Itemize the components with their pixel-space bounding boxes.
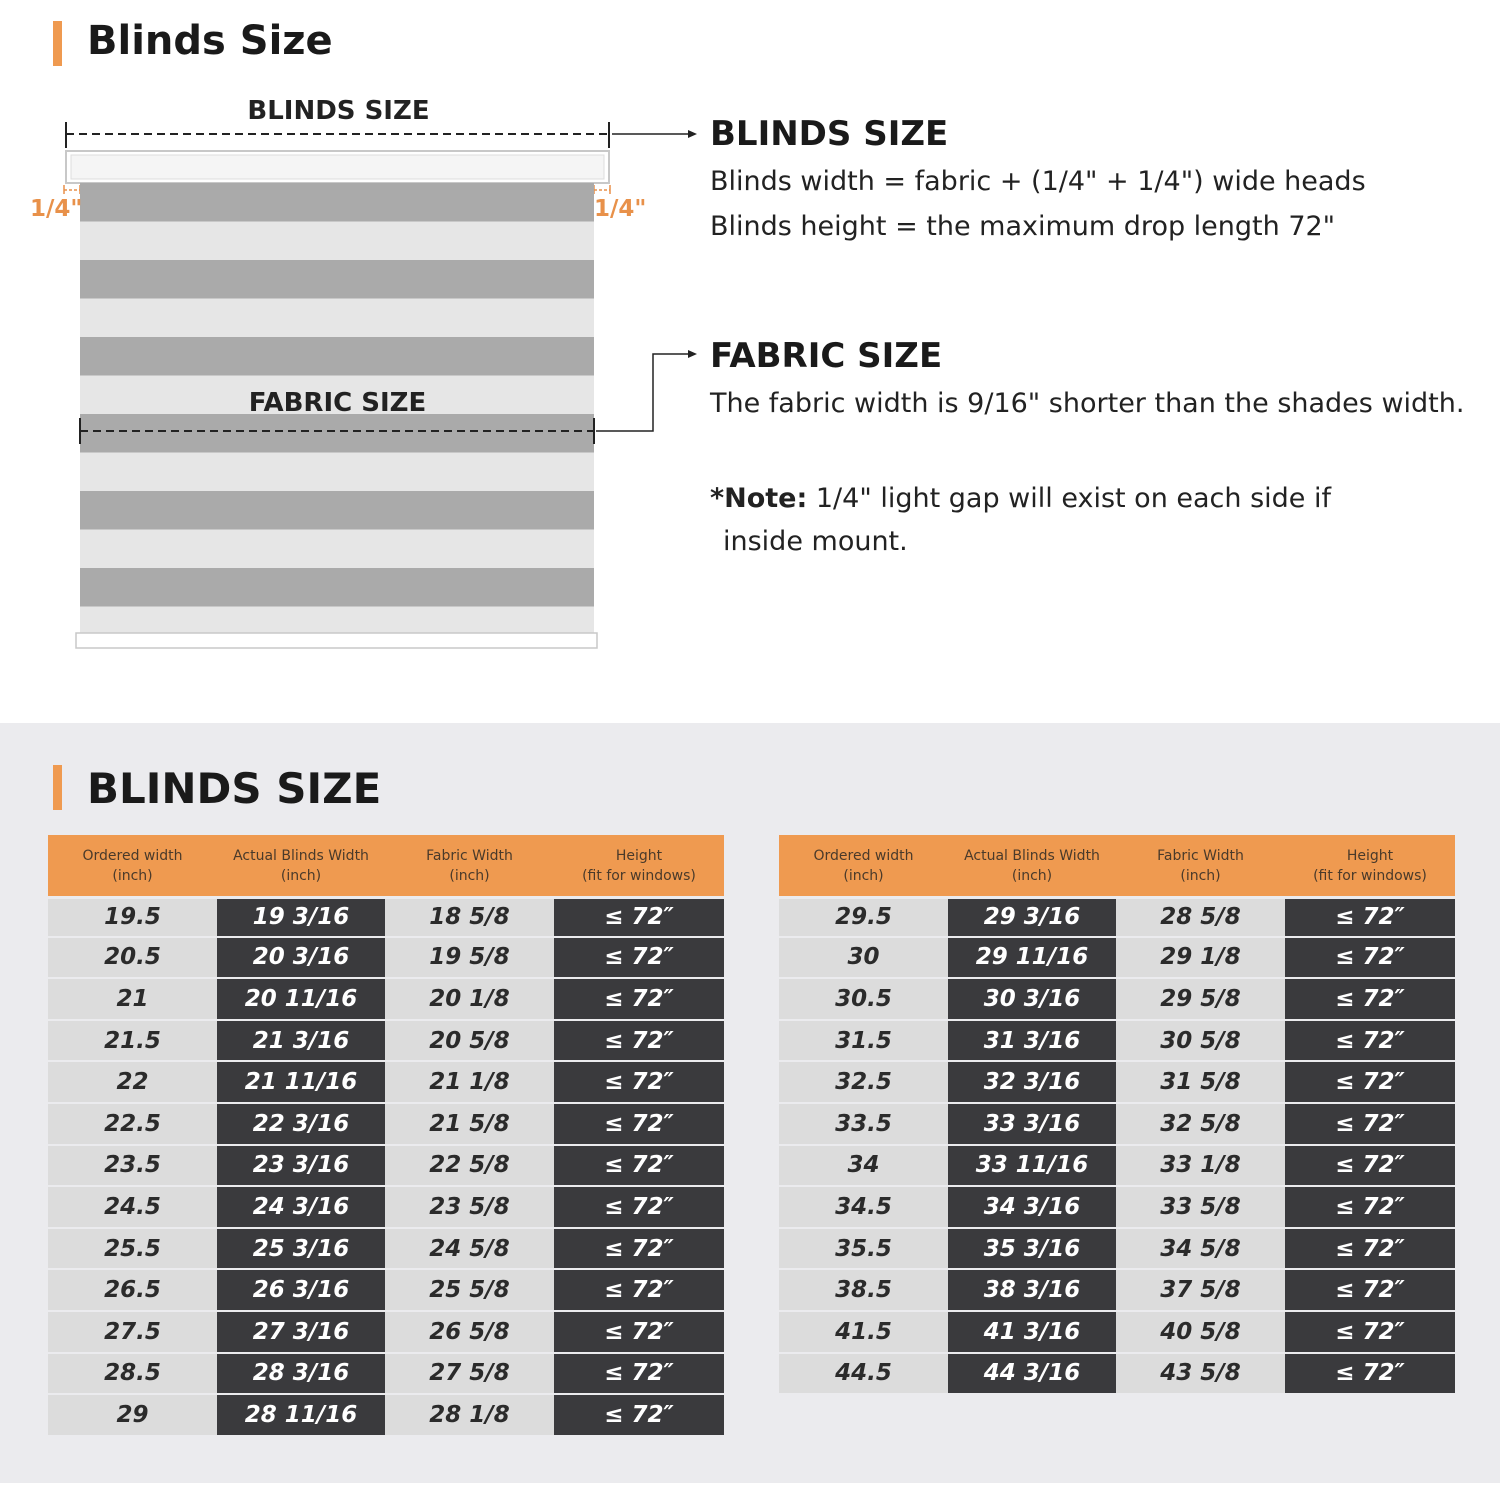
actual-blinds-width-cell: 21 3/16 [217,1021,385,1063]
ordered-width-cell: 34 [779,1146,948,1188]
blinds-info-title: BLINDS SIZE [710,114,949,154]
actual-blinds-width-cell: 24 3/16 [217,1187,385,1229]
ordered-width-cell: 31.5 [779,1021,948,1063]
table-header-row [48,835,724,896]
table-row [779,1021,1455,1063]
ordered-width-cell: 25.5 [48,1229,217,1271]
size-table-right [779,835,1455,1395]
column-header [385,835,554,896]
table-row [48,1270,724,1312]
height-cell: ≤ 72″ [1285,1312,1455,1354]
fabric-width-cell: 33 1/8 [1116,1146,1285,1188]
fabric-width-cell: 31 5/8 [1116,1062,1285,1104]
table-row [779,938,1455,980]
table-row [779,1229,1455,1271]
fabric-width-cell: 25 5/8 [385,1270,554,1312]
fabric-stripe-light [80,530,594,569]
height-cell: ≤ 72″ [554,1395,724,1437]
column-header-line: (fit for windows) [582,867,696,884]
height-cell: ≤ 72″ [1285,1146,1455,1188]
blinds-width-formula: Blinds width = fabric + (1/4" + 1/4") wide heads [710,166,1366,197]
fabric-width-cell: 20 1/8 [385,979,554,1021]
actual-blinds-width-cell: 29 11/16 [948,938,1116,980]
ordered-width-cell: 21.5 [48,1021,217,1063]
table-header-row [779,835,1455,896]
blinds-height-formula: Blinds height = the maximum drop length 72" [710,211,1336,242]
ordered-width-cell: 44.5 [779,1354,948,1396]
table-row [48,1104,724,1146]
ordered-width-cell: 33.5 [779,1104,948,1146]
actual-blinds-width-cell: 30 3/16 [948,979,1116,1021]
ordered-width-cell: 35.5 [779,1229,948,1271]
fabric-stripe-dark [80,183,594,222]
fabric-stripe-light [80,299,594,338]
fabric-width-cell: 43 5/8 [1116,1354,1285,1396]
height-cell: ≤ 72″ [554,1146,724,1188]
table-row [48,1062,724,1104]
column-header [48,835,217,896]
ordered-width-cell: 24.5 [48,1187,217,1229]
ordered-width-cell: 23.5 [48,1146,217,1188]
fabric-width-cell: 40 5/8 [1116,1312,1285,1354]
actual-blinds-width-cell: 27 3/16 [217,1312,385,1354]
actual-blinds-width-cell: 44 3/16 [948,1354,1116,1396]
fabric-stripe-light [80,607,594,634]
fabric-width-cell: 23 5/8 [385,1187,554,1229]
height-cell: ≤ 72″ [1285,1354,1455,1396]
actual-blinds-width-cell: 31 3/16 [948,1021,1116,1063]
table-row [48,1146,724,1188]
height-cell: ≤ 72″ [1285,1187,1455,1229]
note-text: 1/4" light gap will exist on each side if [807,483,1332,514]
ordered-width-cell: 41.5 [779,1312,948,1354]
fabric-width-cell: 20 5/8 [385,1021,554,1063]
height-cell: ≤ 72″ [554,1187,724,1229]
page-title: Blinds Size [87,18,333,64]
height-cell: ≤ 72″ [554,896,724,938]
actual-blinds-width-cell: 23 3/16 [217,1146,385,1188]
actual-blinds-width-cell: 28 3/16 [217,1354,385,1396]
actual-blinds-width-cell: 28 11/16 [217,1395,385,1437]
fabric-width-cell: 30 5/8 [1116,1021,1285,1063]
blinds-size-label: BLINDS SIZE [247,96,430,126]
height-cell: ≤ 72″ [554,1062,724,1104]
actual-blinds-width-cell: 29 3/16 [948,896,1116,938]
fabric-width-cell: 32 5/8 [1116,1104,1285,1146]
fabric-width-cell: 24 5/8 [385,1229,554,1271]
fabric-width-cell: 21 1/8 [385,1062,554,1104]
fabric-size-label: FABRIC SIZE [248,388,427,418]
ordered-width-cell: 27.5 [48,1312,217,1354]
fabric-info-title: FABRIC SIZE [710,336,943,376]
table-row [48,938,724,980]
section-title: BLINDS SIZE [87,764,382,813]
table-row [48,1312,724,1354]
actual-blinds-width-cell: 26 3/16 [217,1270,385,1312]
fabric-width-cell: 29 5/8 [1116,979,1285,1021]
actual-blinds-width-cell: 32 3/16 [948,1062,1116,1104]
ordered-width-cell: 29 [48,1395,217,1437]
column-header-line: Ordered width [813,847,914,864]
column-header-line: (inch) [1180,867,1221,884]
height-cell: ≤ 72″ [1285,896,1455,938]
fabric-stripe-dark [80,414,594,453]
column-header [554,835,724,896]
column-header-line: Height [1346,847,1394,864]
fabric-stripe-light [80,222,594,261]
table-row [779,1062,1455,1104]
height-cell: ≤ 72″ [554,979,724,1021]
column-header-line: Fabric Width [1157,847,1244,864]
section-accent-bar [53,765,62,810]
height-cell: ≤ 72″ [554,1312,724,1354]
fabric-width-cell: 29 1/8 [1116,938,1285,980]
height-cell: ≤ 72″ [554,1021,724,1063]
table-row [779,1354,1455,1396]
column-header [779,835,948,896]
table-row [48,1395,724,1437]
column-header-line: Ordered width [82,847,183,864]
quarter-inch-left-label: 1/4" [30,196,83,222]
fabric-width-cell: 18 5/8 [385,896,554,938]
ordered-width-cell: 30 [779,938,948,980]
fabric-width-cell: 28 1/8 [385,1395,554,1437]
actual-blinds-width-cell: 22 3/16 [217,1104,385,1146]
actual-blinds-width-cell: 41 3/16 [948,1312,1116,1354]
ordered-width-cell: 19.5 [48,896,217,938]
column-header-line: Actual Blinds Width [233,847,369,864]
ordered-width-cell: 38.5 [779,1270,948,1312]
table-row [48,896,724,938]
column-header-line: (inch) [280,867,322,884]
column-header [1116,835,1285,896]
note-label: *Note: [710,483,808,514]
actual-blinds-width-cell: 35 3/16 [948,1229,1116,1271]
height-cell: ≤ 72″ [1285,1021,1455,1063]
quarter-inch-right-label: 1/4" [594,196,647,222]
table-row [48,1354,724,1396]
table-row [779,1104,1455,1146]
height-cell: ≤ 72″ [1285,1229,1455,1271]
fabric-width-description: The fabric width is 9/16" shorter than the shades width. [710,388,1465,419]
fabric-width-cell: 28 5/8 [1116,896,1285,938]
column-header [1285,835,1455,896]
column-header-line: (inch) [449,867,490,884]
actual-blinds-width-cell: 34 3/16 [948,1187,1116,1229]
column-header-line: (inch) [843,867,884,884]
note-line-2: inside mount. [723,526,908,557]
actual-blinds-width-cell: 20 11/16 [217,979,385,1021]
table-row [779,1187,1455,1229]
blinds-pointer-arrow [612,130,697,138]
ordered-width-cell: 22 [48,1062,217,1104]
ordered-width-cell: 29.5 [779,896,948,938]
column-header-line: Fabric Width [426,847,513,864]
ordered-width-cell: 21 [48,979,217,1021]
table-row [48,1021,724,1063]
column-header-line: Actual Blinds Width [964,847,1100,864]
column-header [217,835,385,896]
column-header-line: (inch) [1011,867,1053,884]
table-row [779,1312,1455,1354]
fabric-width-cell: 19 5/8 [385,938,554,980]
height-cell: ≤ 72″ [1285,979,1455,1021]
column-header [948,835,1116,896]
ordered-width-cell: 30.5 [779,979,948,1021]
actual-blinds-width-cell: 33 11/16 [948,1146,1116,1188]
table-row [48,1187,724,1229]
height-cell: ≤ 72″ [554,1270,724,1312]
fabric-width-cell: 37 5/8 [1116,1270,1285,1312]
actual-blinds-width-cell: 20 3/16 [217,938,385,980]
table-row [779,896,1455,938]
note-line-1 [710,483,1331,514]
height-cell: ≤ 72″ [554,938,724,980]
table-row [48,1229,724,1271]
fabric-width-cell: 34 5/8 [1116,1229,1285,1271]
fabric-width-cell: 21 5/8 [385,1104,554,1146]
table-row [779,979,1455,1021]
actual-blinds-width-cell: 33 3/16 [948,1104,1116,1146]
actual-blinds-width-cell: 21 11/16 [217,1062,385,1104]
fabric-width-cell: 22 5/8 [385,1146,554,1188]
fabric-stripe-dark [80,260,594,299]
ordered-width-cell: 34.5 [779,1187,948,1229]
fabric-stripe-dark [80,491,594,530]
column-header-line: (fit for windows) [1313,867,1427,884]
ordered-width-cell: 28.5 [48,1354,217,1396]
fabric-width-cell: 33 5/8 [1116,1187,1285,1229]
table-row [779,1270,1455,1312]
fabric-stripe-dark [80,337,594,376]
ordered-width-cell: 26.5 [48,1270,217,1312]
actual-blinds-width-cell: 25 3/16 [217,1229,385,1271]
ordered-width-cell: 32.5 [779,1062,948,1104]
fabric-pointer-arrow [596,350,697,431]
height-cell: ≤ 72″ [1285,938,1455,980]
height-cell: ≤ 72″ [1285,1062,1455,1104]
bottom-rail [76,633,597,648]
height-cell: ≤ 72″ [1285,1104,1455,1146]
size-table-left [48,835,724,1437]
fabric-width-cell: 26 5/8 [385,1312,554,1354]
height-cell: ≤ 72″ [1285,1270,1455,1312]
fabric-width-cell: 27 5/8 [385,1354,554,1396]
actual-blinds-width-cell: 19 3/16 [217,896,385,938]
height-cell: ≤ 72″ [554,1229,724,1271]
column-header-line: (inch) [112,867,153,884]
fabric-stripe-light [80,453,594,492]
fabric-stripe-dark [80,568,594,607]
ordered-width-cell: 22.5 [48,1104,217,1146]
column-header-line: Height [615,847,663,864]
height-cell: ≤ 72″ [554,1104,724,1146]
actual-blinds-width-cell: 38 3/16 [948,1270,1116,1312]
table-row [779,1146,1455,1188]
table-row [48,979,724,1021]
height-cell: ≤ 72″ [554,1354,724,1396]
ordered-width-cell: 20.5 [48,938,217,980]
